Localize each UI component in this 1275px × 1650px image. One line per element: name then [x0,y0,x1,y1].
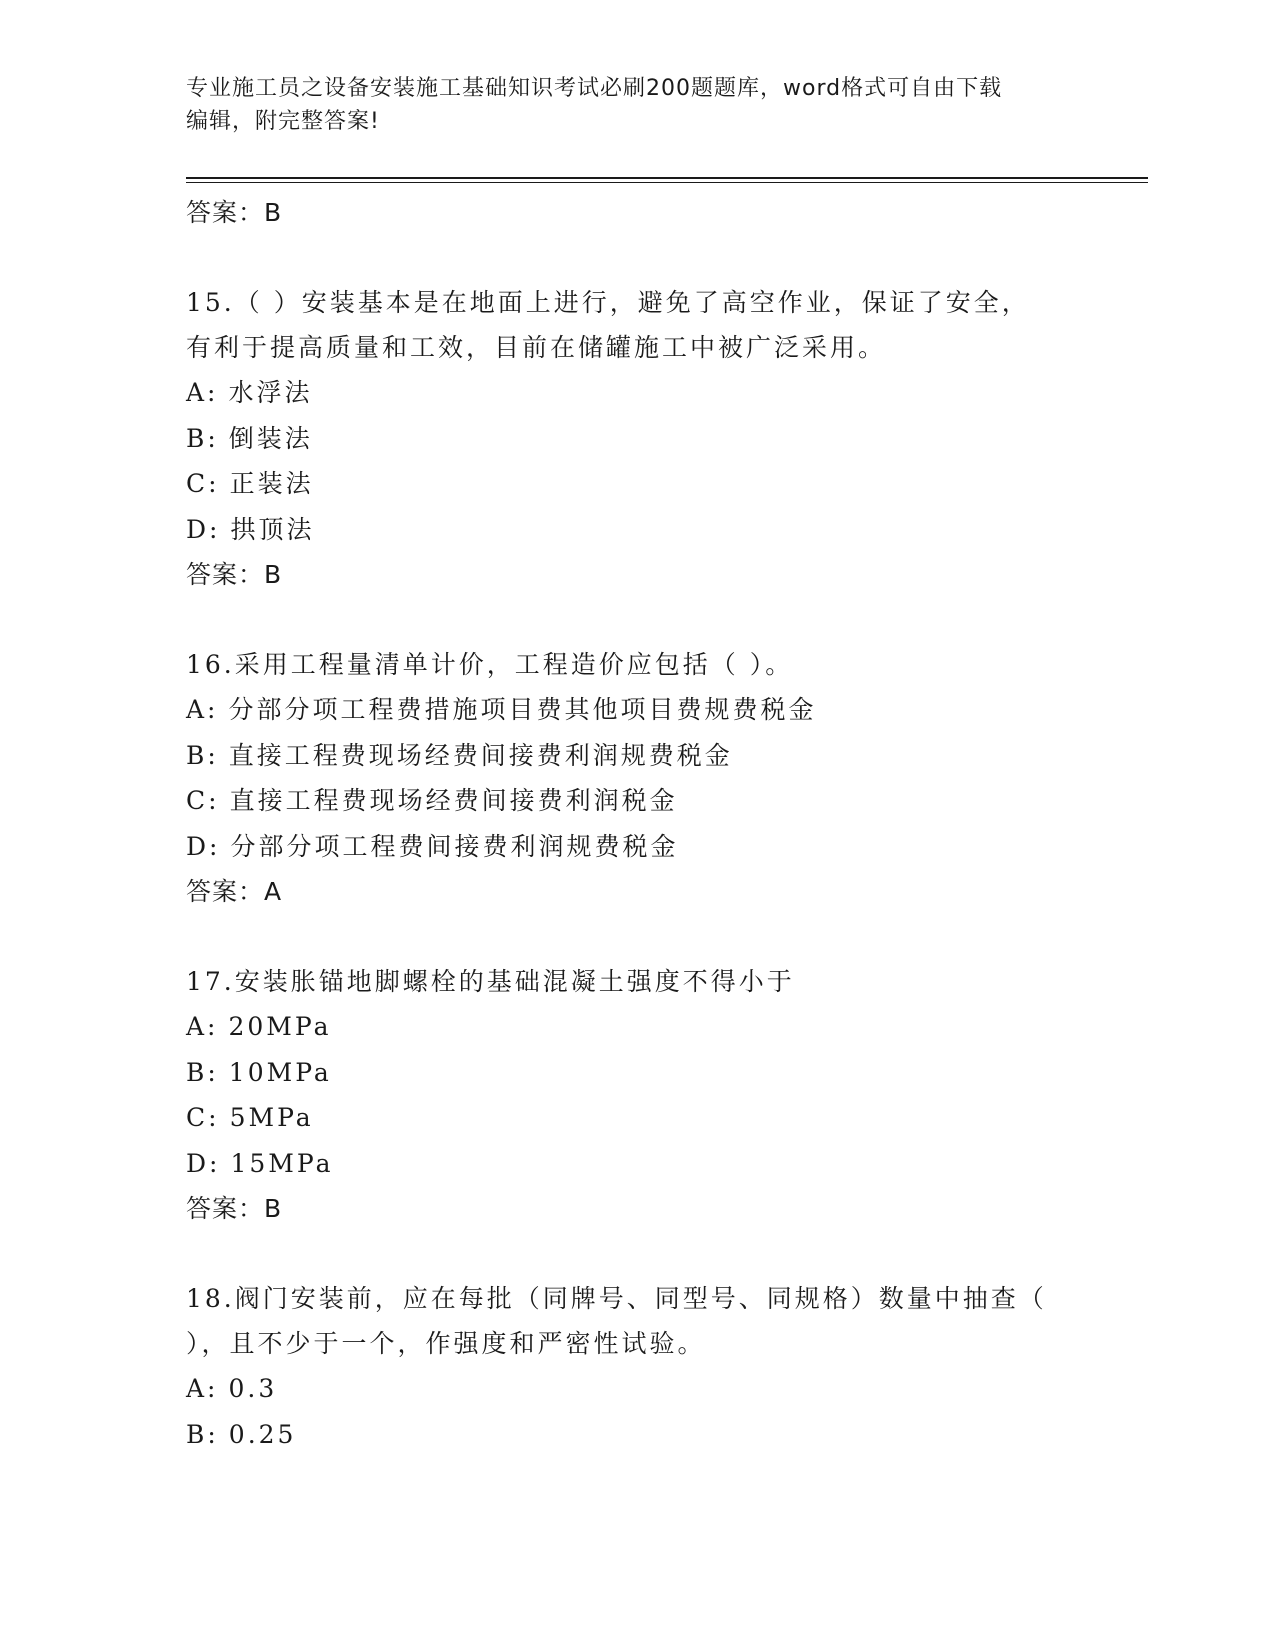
option-text: 倒装法 [228,423,313,453]
option-d [186,1141,1086,1187]
question-text-line: ），且不少于一个，作强度和严密性试验。 [186,1329,706,1358]
question-text [186,280,1086,370]
question-18 [186,1276,1086,1457]
answer: 答案：B [186,1194,283,1223]
question-16 [186,642,1086,915]
option-letter: B: [186,1057,219,1087]
option-b [186,1412,1086,1458]
question-15 [186,280,1086,598]
question-text [186,642,1086,687]
option-text: 10MPa [228,1057,332,1087]
option-letter: B: [186,1419,219,1449]
option-letter: A: [186,695,219,724]
question-text-line: 16.采用工程量清单计价，工程造价应包括（ ）。 [186,650,794,679]
answer: 答案：B [186,560,283,589]
option-text: 5MPa [229,1103,314,1132]
option-letter: A: [186,378,219,407]
option-a [186,1366,1086,1412]
option-b [186,733,1086,779]
question-text-line: 15.（ ）安装基本是在地面上进行，避免了高空作业，保证了安全， [186,288,1030,317]
answer: 答案：A [186,877,283,906]
option-b [186,416,1086,462]
option-text: 分部分项工程费间接费利润规费税金 [230,831,679,861]
option-letter: C: [186,786,220,815]
option-text: 正装法 [229,469,314,498]
option-text: 0.25 [228,1419,297,1449]
previous-answer: 答案：B [186,198,283,227]
option-c [186,1095,1086,1141]
option-text: 分部分项工程费措施项目费其他项目费规费税金 [228,695,817,724]
option-text: 0.3 [228,1374,278,1403]
option-a [186,687,1086,733]
option-c [186,778,1086,824]
option-d [186,824,1086,870]
document-header [186,72,1086,138]
option-text: 拱顶法 [230,514,315,544]
option-letter: D: [186,514,221,544]
question-17 [186,959,1086,1232]
option-c [186,461,1086,507]
option-b [186,1050,1086,1096]
option-letter: C: [186,469,220,498]
option-d [186,507,1086,553]
header-divider-thin [186,182,1148,183]
header-line-2: 编辑，附完整答案! [186,109,380,134]
option-letter: A: [186,1012,219,1041]
question-text [186,1276,1086,1366]
question-text-line: 17.安装胀锚地脚螺栓的基础混凝土强度不得小于 [186,967,795,996]
option-a [186,1004,1086,1050]
option-letter: A: [186,1374,219,1403]
option-text: 直接工程费现场经费间接费利润规费税金 [228,740,733,770]
question-text [186,959,1086,1004]
option-a [186,370,1086,416]
header-divider-thick [186,177,1148,179]
question-list [186,190,1086,1457]
option-letter: D: [186,831,221,861]
option-text: 直接工程费现场经费间接费利润税金 [229,786,678,815]
option-text: 水浮法 [228,378,313,407]
option-text: 15MPa [230,1148,334,1178]
option-letter: B: [186,740,219,770]
option-letter: C: [186,1103,220,1132]
question-text-line: 有利于提高质量和工效，目前在储罐施工中被广泛采用。 [186,333,887,362]
question-text-line: 18.阀门安装前，应在每批（同牌号、同型号、同规格）数量中抽查（ [186,1284,1047,1313]
option-letter: B: [186,423,219,453]
header-line-1: 专业施工员之设备安装施工基础知识考试必刷200题题库，word格式可自由下载 [186,76,1003,101]
option-letter: D: [186,1148,221,1178]
option-text: 20MPa [228,1012,332,1041]
